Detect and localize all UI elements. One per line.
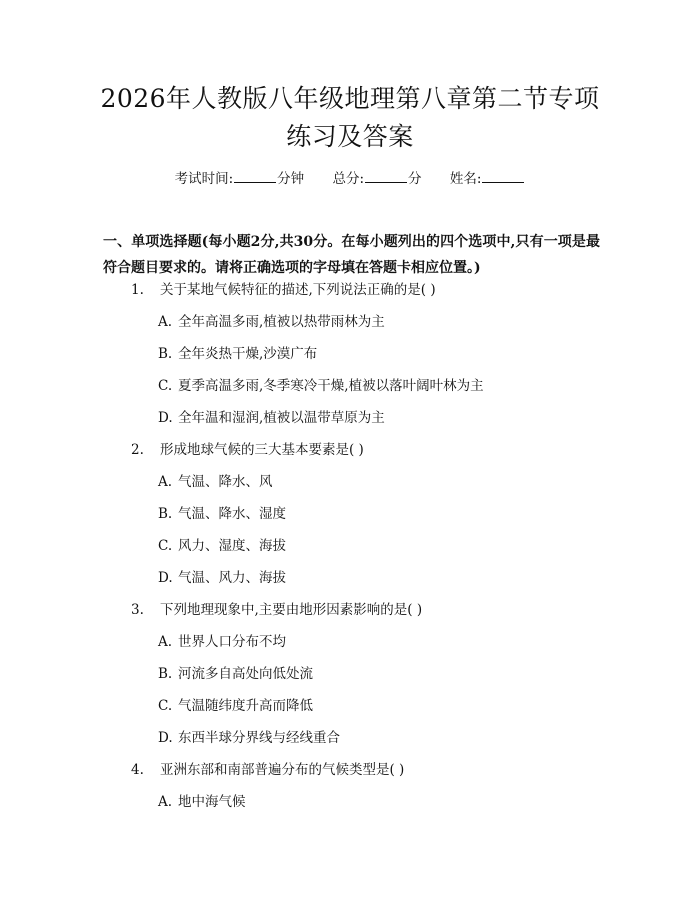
option-text: 世界人口分布不均 — [178, 634, 286, 650]
exam-time-blank — [234, 170, 276, 183]
question-1-option-b — [0, 344, 700, 376]
question-2 — [0, 440, 700, 472]
question-1 — [0, 280, 700, 312]
section-heading: 一、单项选择题(每小题2分,共30分。在每小题列出的四个选项中,只有一项是最符合题目要求的。请将正确选项的字母填在答题卡相应位置。) — [103, 234, 600, 276]
question-1-option-a — [0, 312, 700, 344]
total-score-label: 总分: — [332, 171, 365, 187]
option-key: A. — [158, 634, 173, 650]
option-text: 全年高温多雨,植被以热带雨林为主 — [178, 314, 385, 330]
exam-time-unit: 分钟 — [277, 171, 305, 187]
total-score-unit: 分 — [408, 171, 422, 187]
question-1-option-d — [0, 408, 700, 440]
option-text: 东西半球分界线与经线重合 — [178, 730, 340, 746]
option-text: 地中海气候 — [178, 794, 246, 810]
question-3-option-a — [0, 632, 700, 664]
student-name-blank — [482, 170, 524, 183]
option-text: 河流多自高处向低处流 — [178, 666, 313, 682]
option-text: 气温、降水、湿度 — [178, 506, 286, 522]
option-text: 夏季高温多雨,冬季寒冷干燥,植被以落叶阔叶林为主 — [178, 378, 484, 394]
question-3-option-d — [0, 728, 700, 760]
student-name-label: 姓名: — [449, 171, 482, 187]
option-key: D. — [158, 570, 173, 586]
option-key: C. — [158, 378, 173, 394]
option-key: A. — [158, 794, 173, 810]
question-text: 形成地球气候的三大基本要素是( ) — [160, 442, 364, 458]
question-number: 4. — [131, 762, 144, 778]
student-name-field — [450, 170, 526, 188]
option-key: B. — [158, 506, 173, 522]
option-key: B. — [158, 666, 173, 682]
question-4 — [0, 760, 700, 792]
exam-meta-row — [0, 170, 700, 188]
option-text: 风力、湿度、海拔 — [178, 538, 286, 554]
option-text: 气温随纬度升高而降低 — [178, 698, 313, 714]
question-2-option-d — [0, 568, 700, 600]
exam-time-label: 考试时间: — [174, 171, 234, 187]
question-number: 2. — [131, 442, 144, 458]
title-line-2: 练习及答案 — [286, 122, 414, 151]
document-title — [60, 80, 640, 156]
question-2-option-c — [0, 536, 700, 568]
option-text: 气温、降水、风 — [178, 474, 273, 490]
option-key: A. — [158, 474, 173, 490]
question-3-option-b — [0, 664, 700, 696]
option-key: D. — [158, 410, 173, 426]
option-key: B. — [158, 346, 173, 362]
question-2-option-b — [0, 504, 700, 536]
question-text: 下列地理现象中,主要由地形因素影响的是( ) — [160, 602, 423, 618]
title-line-1: 2026年人教版八年级地理第八章第二节专项 — [100, 84, 600, 113]
question-text: 关于某地气候特征的描述,下列说法正确的是( ) — [160, 282, 436, 298]
question-number: 3. — [131, 602, 144, 618]
option-text: 全年炎热干燥,沙漠广布 — [178, 346, 318, 362]
total-score-field — [332, 170, 421, 188]
question-1-option-c — [0, 376, 700, 408]
question-3-option-c — [0, 696, 700, 728]
question-list — [0, 280, 700, 824]
question-3 — [0, 600, 700, 632]
question-4-option-a — [0, 792, 700, 824]
total-score-blank — [365, 170, 407, 183]
option-text: 气温、风力、海拔 — [178, 570, 286, 586]
option-key: C. — [158, 698, 173, 714]
question-number: 1. — [131, 282, 144, 298]
exam-time-field — [175, 170, 305, 188]
option-text: 全年温和湿润,植被以温带草原为主 — [178, 410, 385, 426]
option-key: D. — [158, 730, 173, 746]
question-2-option-a — [0, 472, 700, 504]
option-key: A. — [158, 314, 173, 330]
option-key: C. — [158, 538, 173, 554]
question-text: 亚洲东部和南部普遍分布的气候类型是( ) — [160, 762, 405, 778]
